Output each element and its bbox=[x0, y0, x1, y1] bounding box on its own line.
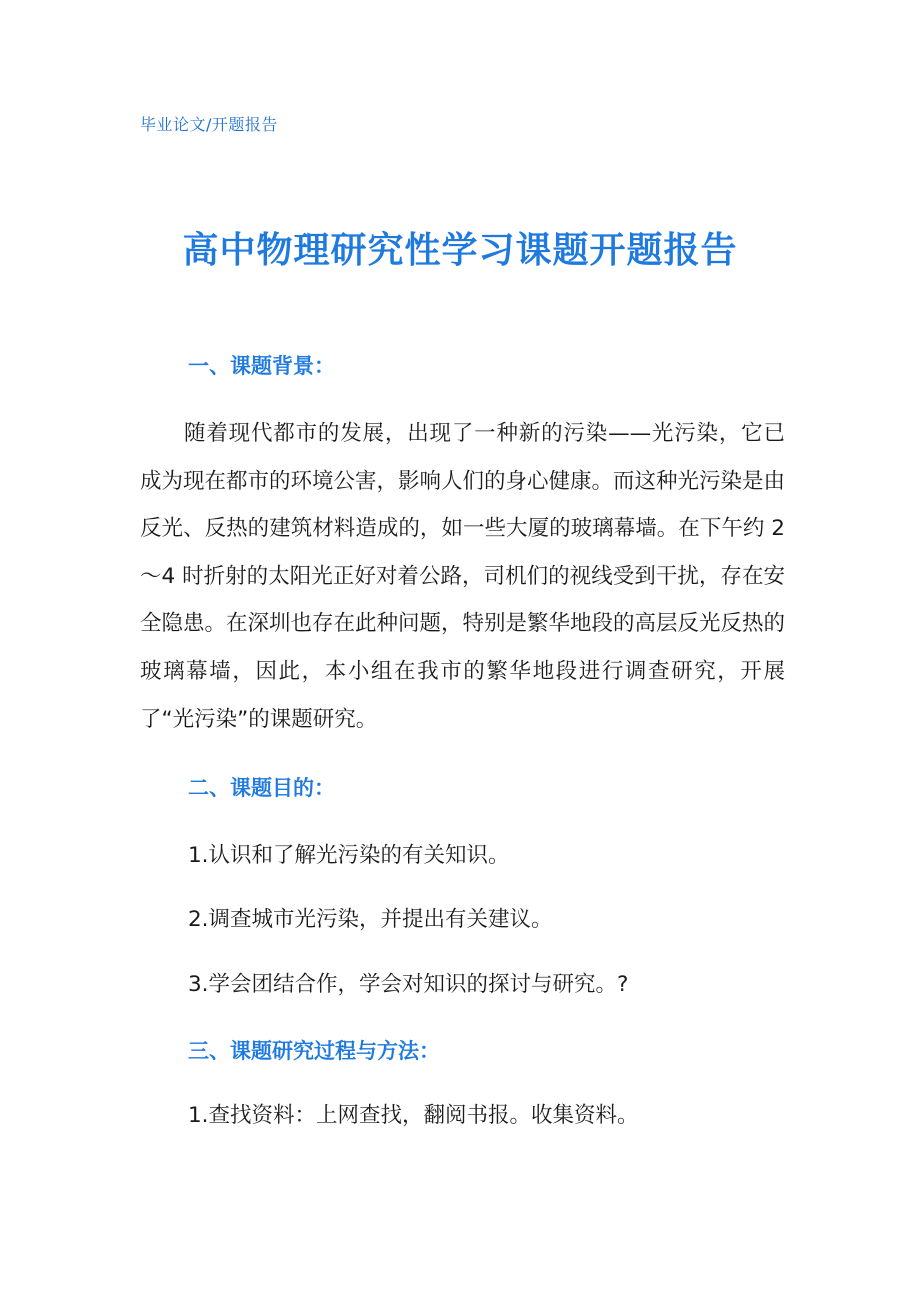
section-heading-process: 三、课题研究过程与方法： bbox=[188, 1039, 440, 1063]
document-title: 高中物理研究性学习课题开题报告 bbox=[182, 230, 738, 271]
background-paragraph: 随着现代都市的发展，出现了一种新的污染——光污染，它已成为现在都市的环境公害，影响人们的身心健康。而这种光污染是由反光、反热的建筑材料造成的，如一些大厦的玻璃幕墙。在下午约 2～4 时折射的太阳光正好对着公路，司机们的视线受到干扰，存在安全隐患。在深圳也存在此种问题，特别是繁华地段的高层反光反热的玻璃幕墙，因此，本小组在我市的繁华地段进行调查研究，开展了“光污染”的课题研究。 bbox=[140, 421, 786, 732]
section-heading-background: 一、课题背景： bbox=[188, 354, 335, 378]
breadcrumb-link[interactable]: 毕业论文/开题报告 bbox=[140, 115, 278, 134]
process-item-1: 1.查找资料：上网查找，翻阅书报。收集资料。 bbox=[188, 1103, 639, 1128]
purpose-item-1: 1.认识和了解光污染的有关知识。 bbox=[188, 843, 510, 868]
purpose-item-3: 3.学会团结合作，学会对知识的探讨与研究。? bbox=[188, 972, 629, 997]
section-heading-purpose: 二、课题目的： bbox=[188, 776, 335, 800]
purpose-item-2: 2.调查城市光污染，并提出有关建议。 bbox=[188, 907, 553, 932]
